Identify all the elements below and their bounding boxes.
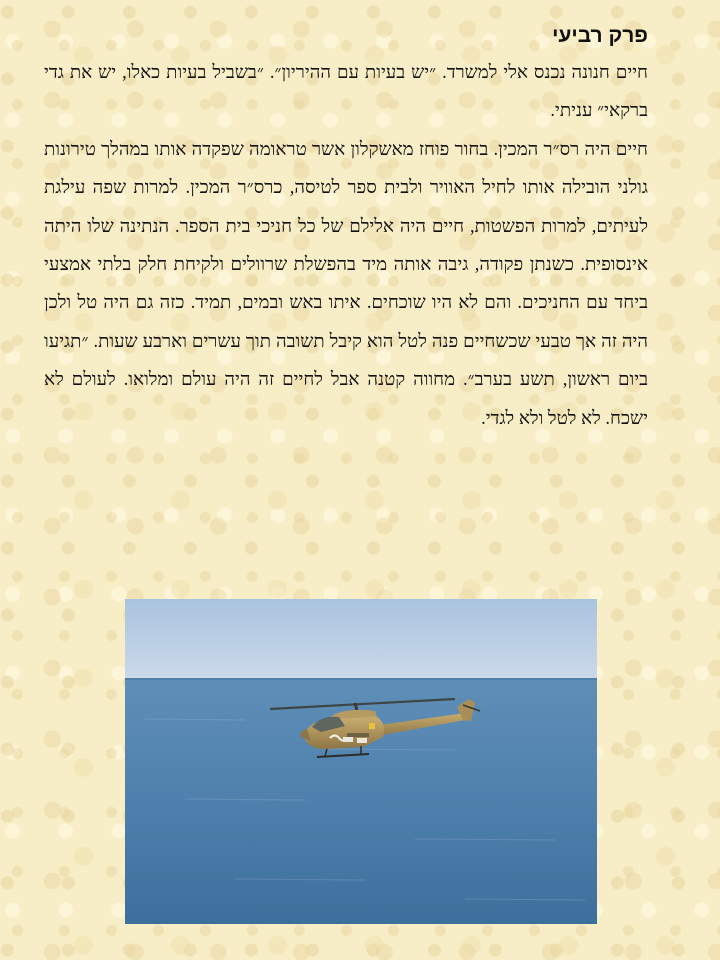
page-content [44, 18, 648, 438]
helicopter-over-sea-image [125, 599, 597, 924]
chapter-title: פרק רביעי [552, 24, 648, 47]
helicopter-photo [125, 599, 597, 924]
paragraph-2: חיים היה רס״ר המכין. בחור פוחז מאשקלון אשר טראומה שפקדה אותו במהלך טירונות גולני הובילה אותו לחיל האוויר ולבית ספר לטיסה, כרס״ר המכין. למרות שפה עילגת לעיתים, למרות הפשטות, חיים היה אלילם של כל חניכי בית הספר. הנתינה שלו היתה אינסופית. כשנתן פקודה, גיבה אותה מיד בהפשלת שרוולים ולקיחת חלק בלתי אמצעי ביחד עם החניכים. והם לא היו שוכחים. איתו באש ובמים, תמיד. כזה גם היה טל ולכן היה זה אך טבעי שכשחיים פנה לטל הוא קיבל תשובה תוך עשרים וארבע שעות. ״תגיעו ביום ראשון, תשע בערב״. מחווה קטנה אבל לחיים זה היה עולם ומלואו. לעולם לא ישכח. לא לטל ולא לגדי. [44, 139, 648, 429]
sky [125, 599, 597, 679]
paragraph-1: חיים חנונה נכנס אלי למשרד. ״יש בעיות עם ההיריון״. ״בשביל בעיות כאלו, יש את גדי ברקאי״ עניתי. [44, 63, 648, 122]
